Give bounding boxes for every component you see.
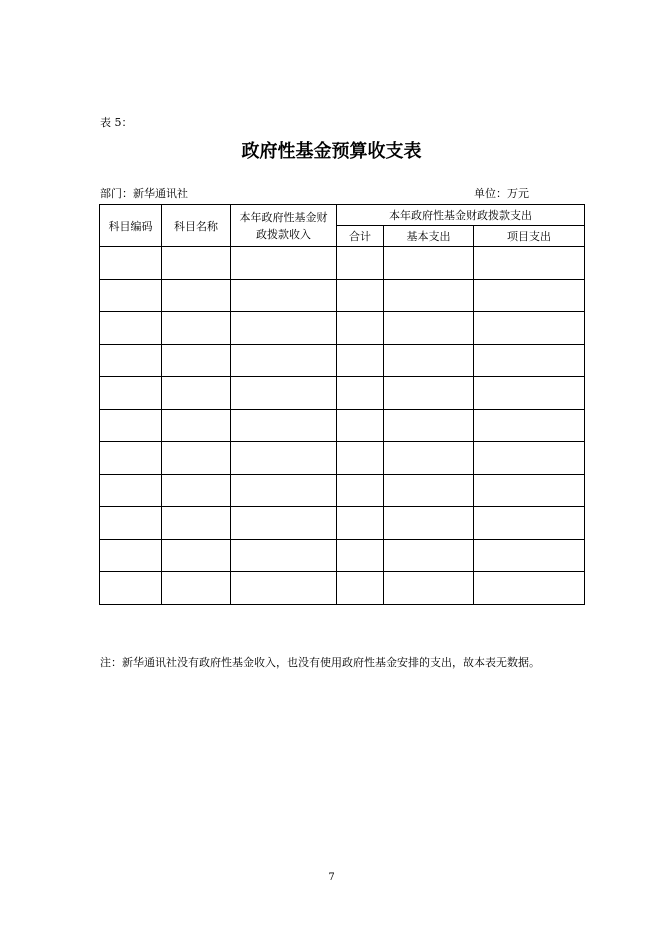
table-cell xyxy=(162,344,231,377)
table-cell xyxy=(474,344,585,377)
table-row xyxy=(100,539,585,572)
table-cell xyxy=(337,409,384,442)
table-cell xyxy=(384,539,474,572)
table-cell xyxy=(474,247,585,280)
table-cell xyxy=(474,539,585,572)
page-title: 政府性基金预算收支表 xyxy=(241,141,422,162)
header-income: 本年政府性基金财政拨款收入 xyxy=(231,205,337,247)
table-cell xyxy=(337,312,384,345)
table-cell xyxy=(231,312,337,345)
header-total: 合计 xyxy=(337,226,384,247)
table-cell xyxy=(337,279,384,312)
table-cell xyxy=(231,247,337,280)
table-cell xyxy=(384,474,474,507)
table-cell xyxy=(100,344,162,377)
table-cell xyxy=(100,539,162,572)
header-basic-expense: 基本支出 xyxy=(384,226,474,247)
table-row xyxy=(100,344,585,377)
header-subject-name: 科目名称 xyxy=(162,205,231,247)
table-cell xyxy=(162,247,231,280)
table-cell xyxy=(100,572,162,605)
table-cell xyxy=(337,507,384,540)
table-cell xyxy=(100,377,162,410)
table-cell xyxy=(231,474,337,507)
table-cell xyxy=(474,279,585,312)
page-number: 7 xyxy=(328,872,335,883)
table-cell xyxy=(231,572,337,605)
table-cell xyxy=(231,409,337,442)
table-cell xyxy=(337,442,384,475)
table-cell xyxy=(231,279,337,312)
table-cell xyxy=(162,539,231,572)
table-number-label: 表 5： xyxy=(100,116,133,129)
table-cell xyxy=(231,507,337,540)
table-cell xyxy=(231,442,337,475)
table-cell xyxy=(474,409,585,442)
table-cell xyxy=(337,377,384,410)
table-cell xyxy=(337,474,384,507)
table-cell xyxy=(384,247,474,280)
table-row xyxy=(100,377,585,410)
table-cell xyxy=(100,442,162,475)
table-cell xyxy=(162,507,231,540)
department-label: 部门：新华通讯社 xyxy=(100,187,188,200)
table-cell xyxy=(384,409,474,442)
header-subject-code: 科目编码 xyxy=(100,205,162,247)
table-cell xyxy=(100,474,162,507)
table-cell xyxy=(384,442,474,475)
table-row xyxy=(100,507,585,540)
table-cell xyxy=(100,507,162,540)
table-row xyxy=(100,312,585,345)
table-cell xyxy=(162,572,231,605)
table-cell xyxy=(474,572,585,605)
table-cell xyxy=(474,312,585,345)
table-row xyxy=(100,409,585,442)
table-cell xyxy=(384,312,474,345)
table-row xyxy=(100,474,585,507)
budget-table xyxy=(99,204,585,605)
table-cell xyxy=(162,279,231,312)
unit-label: 单位：万元 xyxy=(474,187,529,200)
table-body xyxy=(100,247,585,605)
header-expense-group: 本年政府性基金财政拨款支出 xyxy=(337,205,585,226)
table-row xyxy=(100,279,585,312)
table-cell xyxy=(384,279,474,312)
table-row xyxy=(100,442,585,475)
table-cell xyxy=(162,474,231,507)
table-cell xyxy=(384,507,474,540)
table-cell xyxy=(162,377,231,410)
table-cell xyxy=(474,507,585,540)
table-cell xyxy=(337,539,384,572)
table-cell xyxy=(231,377,337,410)
table-cell xyxy=(384,572,474,605)
table-cell xyxy=(337,247,384,280)
table-cell xyxy=(162,312,231,345)
table-cell xyxy=(474,474,585,507)
table-cell xyxy=(384,344,474,377)
table-cell xyxy=(474,442,585,475)
table-cell xyxy=(100,312,162,345)
header-project-expense: 项目支出 xyxy=(474,226,585,247)
table-cell xyxy=(231,344,337,377)
table-cell xyxy=(384,377,474,410)
table-cell xyxy=(337,344,384,377)
footnote: 注：新华通讯社没有政府性基金收入，也没有使用政府性基金安排的支出，故本表无数据。 xyxy=(100,656,540,669)
table-cell xyxy=(100,247,162,280)
table-cell xyxy=(162,409,231,442)
table-cell xyxy=(100,409,162,442)
table-cell xyxy=(474,377,585,410)
table-cell xyxy=(337,572,384,605)
table-row xyxy=(100,247,585,280)
table-cell xyxy=(162,442,231,475)
table-row xyxy=(100,572,585,605)
table-cell xyxy=(100,279,162,312)
table-cell xyxy=(231,539,337,572)
